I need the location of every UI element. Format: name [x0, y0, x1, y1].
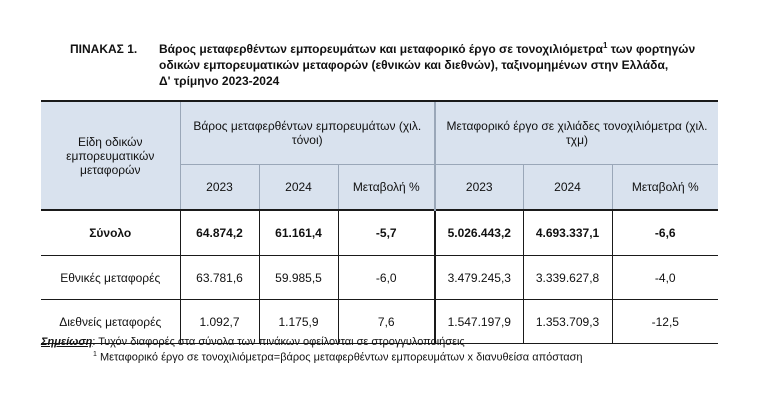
cell: -6,0: [338, 256, 435, 300]
freight-table: [41, 100, 718, 344]
row-label: Εθνικές μεταφορές: [41, 256, 180, 300]
note: [41, 336, 465, 348]
cell: 4.693.337,1: [523, 210, 612, 256]
cell: 1.547.197,9: [435, 300, 523, 344]
footnote-number: 1: [93, 351, 97, 358]
subheader-cell: 2023: [435, 165, 523, 211]
table-row-total: [41, 210, 718, 256]
cell: 1.353.709,3: [523, 300, 612, 344]
row-label: Διεθνείς μεταφορές: [41, 300, 180, 344]
note-text: : Τυχόν διαφορές στα σύνολα των πινάκων οφείλονται σε στρογγυλοποιήσεις: [92, 336, 465, 348]
cell: 1.175,9: [259, 300, 338, 344]
footnote: [93, 351, 583, 364]
cell: 63.781,6: [180, 256, 259, 300]
footnote-text: Μεταφορικό έργο σε τονοχιλιόμετρα=βάρος μεταφερθέντων εμπορευμάτων x διανυθείσα απόσταση: [96, 351, 583, 364]
group-header-weight: Βάρος μεταφερθέντων εμπορευμάτων (χιλ. τόνοι): [180, 101, 435, 165]
cell: 3.339.627,8: [523, 256, 612, 300]
caption-line-1: Βάρος μεταφερθέντων εμπορευμάτων και μεταφορικό έργο σε τονοχιλιόμετρα$^1$ των φορτηγών: [159, 41, 696, 56]
caption-text: [159, 41, 719, 89]
caption-label: ΠΙΝΑΚΑΣ 1.: [70, 42, 138, 56]
cell: 1.092,7: [180, 300, 259, 344]
group-header-tkm: Μεταφορικό έργο σε χιλιάδες τονοχιλιόμετρα (χιλ. τχμ): [435, 101, 718, 165]
subheader-cell: 2024: [259, 165, 338, 211]
table-row: [41, 256, 718, 300]
footnote-marker: 1: [602, 41, 608, 50]
caption-line-2: οδικών εμπορευματικών μεταφορών (εθνικών και διεθνών), ταξινομημένων στην Ελλάδα,: [159, 58, 669, 72]
cell: -5,7: [338, 210, 435, 256]
cell: 3.479.245,3: [435, 256, 523, 300]
corner-header: Είδη οδικών εμπορευματικών μεταφορών: [41, 101, 180, 210]
cell: 7,6: [338, 300, 435, 344]
cell: 59.985,5: [259, 256, 338, 300]
cell: 5.026.443,2: [435, 210, 523, 256]
cell: 61.161,4: [259, 210, 338, 256]
cell: -6,6: [612, 210, 718, 256]
subheader-cell: Μεταβολή %: [612, 165, 718, 211]
cell: -4,0: [612, 256, 718, 300]
subheader-cell: 2024: [523, 165, 612, 211]
cell: 64.874,2: [180, 210, 259, 256]
row-label: Σύνολο: [41, 210, 180, 256]
subheader-cell: Μεταβολή %: [338, 165, 435, 211]
caption-line-3: Δ' τρίμηνο 2023-2024: [159, 74, 280, 88]
note-label: Σημείωση: [41, 336, 93, 348]
cell: -12,5: [612, 300, 718, 344]
subheader-cell: 2023: [180, 165, 259, 211]
